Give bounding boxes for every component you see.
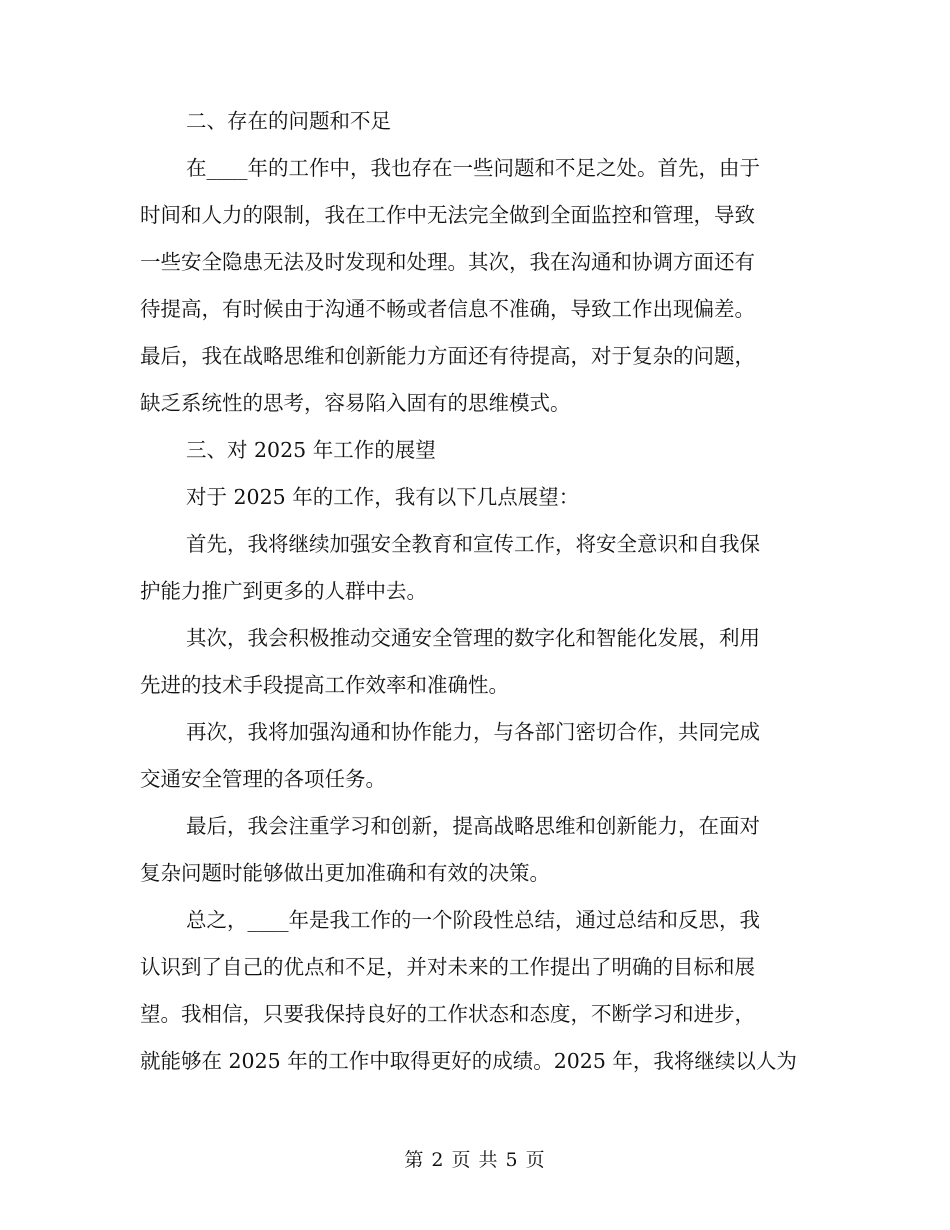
paragraph-line: 望。我相信，只要我保持良好的工作状态和态度，不断学习和进步， bbox=[140, 1002, 755, 1026]
paragraph-line: 在____年的工作中，我也存在一些问题和不足之处。首先，由于 bbox=[186, 156, 760, 180]
page-number-footer: 第 2 页 共 5 页 bbox=[404, 1149, 546, 1171]
document-body bbox=[140, 98, 810, 1085]
paragraph-line: 交通安全管理的各项任务。 bbox=[140, 767, 386, 791]
paragraph-line: 一些安全隐患无法及时发现和处理。其次，我在沟通和协调方面还有 bbox=[140, 250, 755, 274]
paragraph-line: 认识到了自己的优点和不足，并对未来的工作提出了明确的目标和展 bbox=[140, 955, 755, 979]
paragraph-line: 再次，我将加强沟通和协作能力，与各部门密切合作，共同完成 bbox=[186, 720, 760, 744]
paragraph-line: 时间和人力的限制，我在工作中无法完全做到全面监控和管理，导致 bbox=[140, 203, 755, 227]
paragraph-line: 对于 2025 年的工作，我有以下几点展望： bbox=[186, 485, 580, 509]
paragraph-line: 先进的技术手段提高工作效率和准确性。 bbox=[140, 673, 509, 697]
section-heading-outlook: 三、对 2025 年工作的展望 bbox=[186, 438, 436, 462]
paragraph-line: 首先，我将继续加强安全教育和宣传工作，将安全意识和自我保 bbox=[186, 532, 760, 556]
paragraph-line: 最后，我在战略思维和创新能力方面还有待提高，对于复杂的问题， bbox=[140, 344, 755, 368]
paragraph-line: 最后，我会注重学习和创新，提高战略思维和创新能力，在面对 bbox=[186, 814, 760, 838]
paragraph-line: 待提高，有时候由于沟通不畅或者信息不准确，导致工作出现偏差。 bbox=[140, 297, 755, 321]
paragraph-line: 总之，____年是我工作的一个阶段性总结，通过总结和反思，我 bbox=[186, 908, 760, 932]
paragraph-line: 其次，我会积极推动交通安全管理的数字化和智能化发展，利用 bbox=[186, 626, 760, 650]
paragraph-line: 缺乏系统性的思考，容易陷入固有的思维模式。 bbox=[140, 391, 571, 415]
section-heading-problems: 二、存在的问题和不足 bbox=[186, 109, 391, 133]
paragraph-line: 复杂问题时能够做出更加准确和有效的决策。 bbox=[140, 861, 550, 885]
paragraph-line: 就能够在 2025 年的工作中取得更好的成绩。2025 年，我将继续以人为 bbox=[140, 1049, 797, 1073]
paragraph-line: 护能力推广到更多的人群中去。 bbox=[140, 579, 427, 603]
